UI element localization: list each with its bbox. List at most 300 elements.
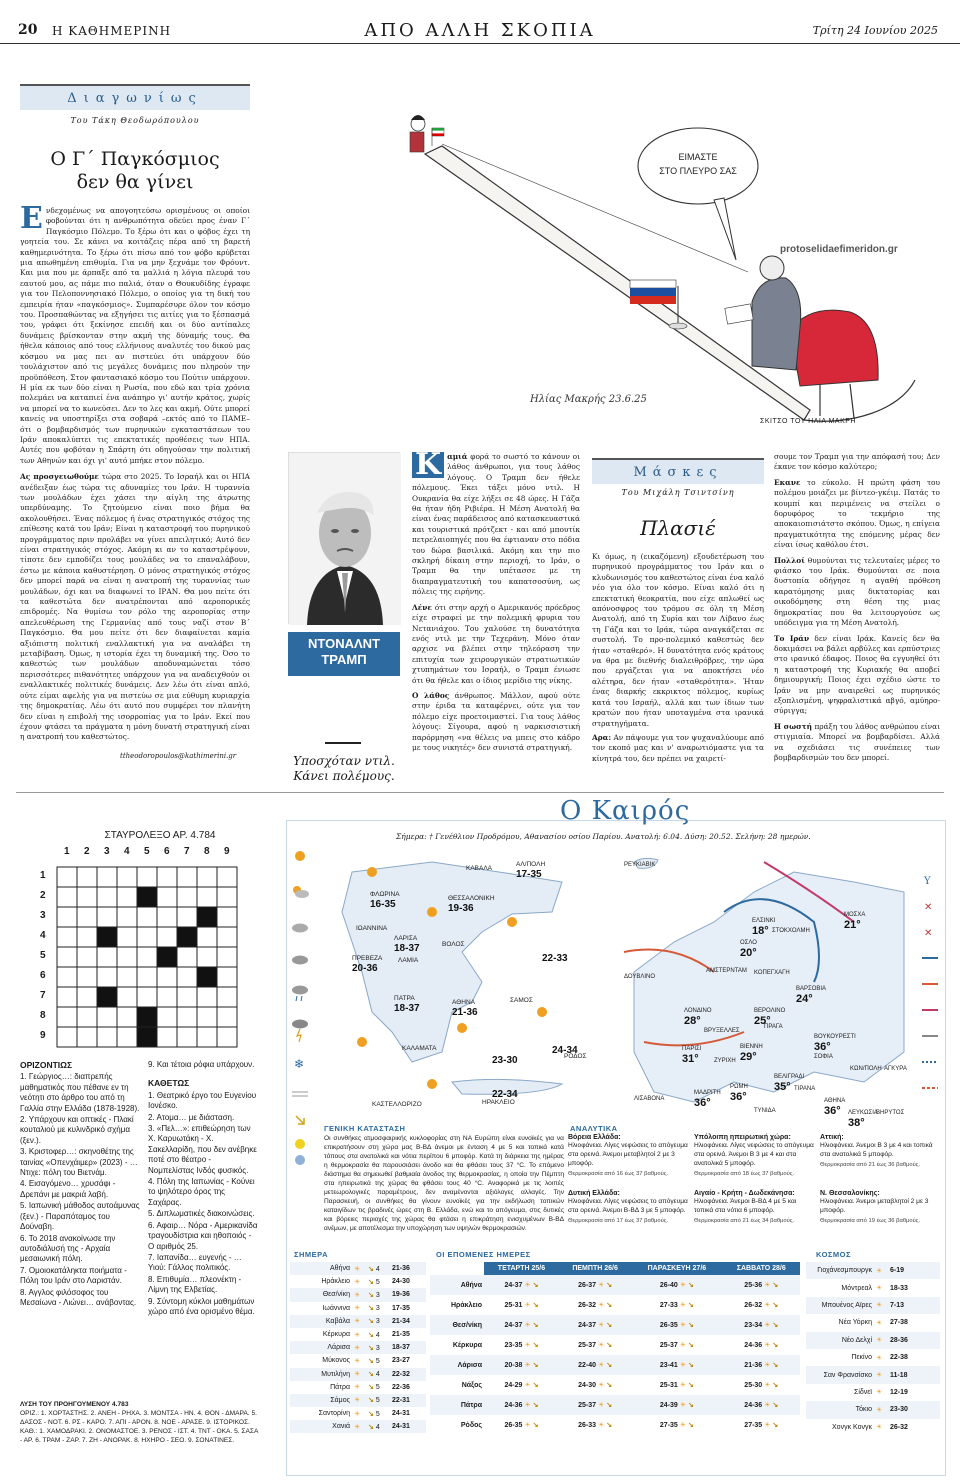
crossword-cell[interactable]: [137, 967, 157, 987]
sun-icon: ☀: [764, 1302, 771, 1310]
region-text: Ηλιοφάνεια. Άνεμοι Β 3 με 4 και τοπικά στα ανατολικά 5 μποφόρ.: [820, 1142, 933, 1158]
column-number: 2: [84, 846, 90, 857]
wind-cell: ↘ 3: [368, 1305, 380, 1313]
paragraph: πράξη του λάθος ανθρώπου είναι στιγμιαία. Μπορεί να βομβαρδίσει. Αλλά να σχεδιάσει τις συνέπειες των βομβαρδισμών του δεν μπορεί.: [774, 721, 940, 762]
crossword-cell[interactable]: [177, 987, 197, 1007]
forecast-cell: [631, 1315, 722, 1335]
paragraph: φορά το σωστό το κάνουν οι λάθος άνθρωποι, για τους λάθος λόγους. Ο Τραμπ δεν ήθελε πόλεμους. Έκει τάξει μόνο ντιλ. Η Ουκρανία θα είχε λήξει σε 48 ώρες. Η Γάζα θα ήταν ήδη Ριβιέρα. Η Μέση Ανατολή θα είναι ένας παράδεισος από κατασκευαστικά και τουριστικά πρότζεκτ - και από μπουτίκ πετρελαιοπηγές που θα έφτιαναν στο πόδια του δώρα βασιλικά. Ακόμη και την πιο σκληρή δίκαιη στην περιοχή, το Ιράν, ο Τραμπ θα την υπέτασσε με τη διαπραγματευτική του καπατσοσύνη, ως πόλεις της ειρήνης.: [412, 452, 580, 597]
name-line: ΝΤΟΝΑΛΝΤ: [308, 636, 380, 651]
wind-cell: ↘ 4: [368, 1423, 380, 1431]
crossword-cell[interactable]: [197, 887, 217, 907]
crossword-cell[interactable]: [77, 967, 97, 987]
region-block: [694, 1190, 814, 1226]
region-title: Βόρεια Ελλάδα:: [568, 1134, 621, 1141]
city-label: ΒΕΛΙΓΡΑΔΙ: [774, 1074, 805, 1080]
article-title: [20, 148, 250, 194]
region-block: [568, 1134, 688, 1179]
iranian-leader-figure: [410, 115, 444, 152]
sun-icon: ☀: [679, 1382, 687, 1390]
crossword-cell[interactable]: [137, 907, 157, 927]
temp-value: 24-29: [504, 1382, 523, 1390]
temp-value: 26-37: [578, 1282, 596, 1290]
rain-icon: [292, 986, 308, 1002]
sun-icon: ☀: [524, 1342, 531, 1350]
crossword-black-cell: [137, 887, 157, 907]
icon-cell: [874, 1314, 888, 1331]
paragraph-lead: Ο λάθος: [412, 690, 450, 700]
crossword-cell[interactable]: [77, 887, 97, 907]
sun-icon: [367, 867, 377, 877]
temperature-label: 31°: [682, 1053, 699, 1065]
crossword-cell[interactable]: [57, 1007, 77, 1027]
wind-arrow-icon: ↘: [532, 1282, 539, 1290]
temp-value: 26-32: [744, 1302, 763, 1310]
row-number: 9: [40, 1030, 46, 1041]
temperature-label: 38°: [848, 1117, 865, 1129]
crossword-cell[interactable]: [117, 987, 137, 1007]
crossword-cell[interactable]: [57, 947, 77, 967]
city-label: ΛΕΥΚΩΣΙΑ: [848, 1110, 878, 1116]
city-cell: Τόκιο: [855, 1406, 872, 1414]
forecast-cell: [631, 1395, 722, 1415]
sun-icon: ☀: [524, 1302, 531, 1310]
clue: 7. Ιαπανίδα… ευγενής - … Υιού: Γάλλος πολιτικός.: [148, 1252, 242, 1273]
city-cell: Αθήνα: [329, 1265, 350, 1273]
crossword-cell[interactable]: [77, 947, 97, 967]
crossword-cell[interactable]: [217, 1027, 237, 1047]
wind-arrow-icon: ↘: [368, 1423, 374, 1431]
bubble-text: ΕΙΜΑΣΤΕ: [678, 152, 718, 162]
crossword-cell[interactable]: [57, 867, 77, 887]
crossword-cell[interactable]: [157, 887, 177, 907]
crossword-cell[interactable]: [77, 1027, 97, 1047]
crossword-cell[interactable]: [57, 1027, 77, 1047]
forecast-cell: [484, 1355, 559, 1375]
section-title: ΑΠΟ ΑΛΛΗ ΣΚΟΠΙΑ: [364, 20, 596, 41]
city-label: ΒΟΥΚΟΥΡΕΣΤΙ: [814, 1034, 856, 1040]
putin-figure: [725, 256, 878, 418]
sun-icon: ☀: [524, 1382, 531, 1390]
wind-cell: ↘ 5: [368, 1410, 380, 1418]
temp-cell: 28-36: [890, 1336, 908, 1344]
region-title: Ν. Θεσσαλονίκης:: [820, 1190, 880, 1197]
city-cell: Θεσ/νίκη: [322, 1291, 350, 1299]
crossword-cell[interactable]: [137, 867, 157, 887]
wind-arrow-icon: ↘: [368, 1397, 374, 1405]
crossword-cell[interactable]: [137, 947, 157, 967]
wind-arrow-icon: ↘: [532, 1402, 539, 1410]
clues-heading: ΟΡΙΖΟΝΤΙΩΣ: [20, 1060, 73, 1070]
wind-arrow-icon: ↘: [772, 1282, 779, 1290]
table-row: [430, 1375, 800, 1395]
column-number: 4: [124, 846, 130, 857]
crossword-cell[interactable]: [117, 907, 137, 927]
paragraph: δεν είναι Ιράκ. Κανείς δεν θα δοκιμάσει να βάλει αρβύλες και ερπύστριες στο ιρανικό έδαφος. Ποιος θα εγγυηθεί ότι η καταστροφή της Κυριακής θα αποβεί δημιουργική; Ποιος έχει σχέδιο ώστε το Ιράν να μην αναιρεθεί ως πυρηνικός εξοπλισμένη, ψηφραλιστικά αβγό, αμύηρο-σύριγγα;: [774, 633, 940, 716]
temp-value: 23-41: [659, 1362, 678, 1370]
crossword-cell[interactable]: [197, 1027, 217, 1047]
crossword-cell[interactable]: [117, 887, 137, 907]
sun-icon: ☀: [597, 1302, 605, 1310]
city-label: ΚΩΝ/ΠΟΛΗ: [850, 1066, 882, 1072]
crossword-cell[interactable]: [217, 887, 237, 907]
wind-arrow-icon: ↘: [368, 1384, 374, 1392]
icon-cell: [874, 1262, 888, 1279]
crossword-cell[interactable]: [197, 987, 217, 1007]
sun-icon: ☀: [354, 1423, 361, 1431]
temp-value: 24-37: [578, 1322, 596, 1330]
speech-bubble: [638, 128, 758, 260]
table-row: [806, 1262, 940, 1279]
moon-icon: [295, 1139, 305, 1149]
sun-icon: ☀: [679, 1282, 687, 1290]
paragraph: τώρα στο 2025. Το Ισραήλ και οι ΗΠΑ ανέδειξαν έως τώρα τις αδυναμίες του Ιράν. Η τυραννία των μουλάδων έχει χάσει την αίγλη της άτρωτης υπερδύναμης. Το ζητούμενο είναι ποιο βήμα θα ακολουθήσει. Ένας πόλεμος ή ένας στρατηγικός στόχος της επίθεσης κατά του Ιράν; Είναι η καταστροφή του πυρηνικού προγράμματος πριν προλάβει να γίνει απειλητικό; Αυτό δεν είναι στρατηγικός στόχος. Ακόμη κι αν το καταστρέψουν, τίποτε δεν εμποδίζει τους μουλάδες να το επαναλάβουν, έστω με κάποια καθυστέρηση. Ο μόνος στρατηγικός στόχος δεν μπορεί παρά να είναι η ανατροπή της τυραννίας των μουλάδων, όχι και να διαφωνεί το ΙΡΑΝ. Θα μου πείτε ότι τα καθεστώτα δεν ανατρέπονται από αεροπορικές επιδρομές. Να θυμίσω τον ρόλο της αεροπορίας στην απελευθέρωση της Γερμανίας από τους ναζί στον Β΄ Παγκόσμιο. Θα μου πείτε ότι δεν διαφαίνεται καμία αξιόπιστη πολιτική εναλλακτική για να αναλάβει τη μεταβίβαση. Όμως, η ιστορία έχει τη δυναμική της. Όσο το καθεστώς των μουλάδων αποδυναμώνεται τόσο περισσότερες πιθανότητες υπάρχουν για να αναδειχθούν οι εναλλακτικές πολιτικές δυνάμεις. Δεν λέω ότι είναι απλό, ούτε είμαι αφελής για να πιστεύω σε μια εύθυμη κυριαρχία της δημοκρατίας. Λέω ότι αυτό που συμφέρει τον πλανήτη δεν είναι η επιβολή της ισορροπίας για το Ιράν. Εκεί που έχουν φτάσει τα πράγματα η μόνη δυνατή στρατηγική είναι η ανατροπή του καθεστώτος.: [20, 472, 250, 742]
column-kicker: Μάσκες: [592, 458, 764, 484]
crossword-cell[interactable]: [57, 967, 77, 987]
section-divider: [16, 792, 944, 793]
crossword-cell[interactable]: [217, 967, 237, 987]
city-label: ΒΡΥΞΕΛΛΕΣ: [704, 1028, 740, 1034]
wind-arrow-icon: ↘: [368, 1371, 374, 1379]
wind-arrow-icon: ↘: [606, 1282, 613, 1290]
forecast-cell: [559, 1415, 631, 1435]
forecast-cell: [723, 1315, 800, 1335]
temp-value: 25-37: [578, 1342, 596, 1350]
storm-icon: [292, 1020, 308, 1043]
wind-cell: ↘ 5: [368, 1278, 380, 1286]
crossword-cell[interactable]: [157, 927, 177, 947]
temperature-label: 24°: [796, 993, 813, 1005]
crossword-black-cell: [97, 987, 117, 1007]
temp-value: 24-36: [504, 1402, 523, 1410]
temp-cell: 6-19: [890, 1267, 905, 1275]
crossword-cell[interactable]: [117, 867, 137, 887]
temp-value: 23-35: [504, 1342, 523, 1350]
temp-value: 25-37: [659, 1342, 678, 1350]
column-number: 1: [64, 846, 70, 857]
table-row: [806, 1314, 940, 1331]
city-label: ΙΩΑΝΝΙΝΑ: [356, 925, 388, 932]
crossword-cell[interactable]: [197, 927, 217, 947]
column-number: 9: [224, 846, 230, 857]
temp-cell: 24-30: [392, 1278, 410, 1286]
temp-value: 26-32: [578, 1302, 596, 1310]
crossword-cell[interactable]: [177, 907, 197, 927]
table-row: [290, 1262, 426, 1275]
crossword-solution: [20, 1400, 260, 1445]
city-label: ΗΡΑΚΛΕΙΟ: [482, 1099, 515, 1106]
crossword-cell[interactable]: [77, 907, 97, 927]
wind-arrow-icon: [296, 1116, 304, 1124]
city-label: ΣΟΦΙΑ: [814, 1054, 833, 1060]
temp-value: 26-35: [504, 1422, 523, 1430]
crossword-cell[interactable]: [57, 927, 77, 947]
low-pressure-icon: Y: [924, 876, 931, 887]
city-label: ΤΥΝΙΔΑ: [754, 1108, 776, 1114]
maskes-body-col1: [592, 552, 764, 782]
title-line: Ο Γ΄ Παγκόσμιος: [50, 148, 220, 170]
crossword-cell[interactable]: [117, 967, 137, 987]
city-label: ΚΑΛΑΜΑΤΑ: [402, 1045, 437, 1052]
paragraph-lead: Πολλοί: [774, 555, 805, 565]
crossword-cell[interactable]: [97, 907, 117, 927]
forecast-cell: [484, 1315, 559, 1335]
icon-cell: [874, 1384, 888, 1401]
temperature-label: 17-35: [516, 869, 542, 880]
crossword-cell[interactable]: [97, 867, 117, 887]
wind-arrow-icon: ↘: [772, 1302, 779, 1310]
page-number: 20: [18, 22, 38, 38]
city-cell: Ιωάννινα: [322, 1304, 350, 1312]
temp-value: 24-36: [744, 1402, 763, 1410]
wind-arrow-icon: ↘: [368, 1318, 374, 1326]
drop-cap: Κ: [412, 452, 444, 478]
crossword-cell[interactable]: [177, 1007, 197, 1027]
crossword-cell[interactable]: [217, 1007, 237, 1027]
today-heading: ΣΗΜΕΡΑ: [294, 1250, 329, 1259]
crossword-cell[interactable]: [157, 1007, 177, 1027]
table-row: [430, 1275, 800, 1295]
sun-icon: ☀: [354, 1265, 361, 1273]
icon-cell: [874, 1332, 888, 1349]
crossword-cell[interactable]: [157, 987, 177, 1007]
table-row: [430, 1295, 800, 1315]
crossword-cell[interactable]: [217, 867, 237, 887]
clue: 9. Και τέτοια ρόφια υπάρχουν.: [148, 1060, 255, 1069]
clue: 6. Αφαιρ… Νόρα - Αμερικανίδα τραγουδίστρια και ηθοποιός - Ο αριθμός 25.: [148, 1220, 258, 1251]
crossword-cell[interactable]: [117, 1027, 137, 1047]
crossword-cell[interactable]: [217, 907, 237, 927]
paragraph-lead: αμιά: [447, 452, 468, 461]
temp-cell: 21-34: [392, 1317, 410, 1325]
crossword-cell[interactable]: [177, 947, 197, 967]
header-cell: [430, 1262, 484, 1275]
crossword-cell[interactable]: [77, 1007, 97, 1027]
crossword-cell[interactable]: [137, 927, 157, 947]
city-label: ΟΣΛΟ: [740, 940, 757, 946]
wind-cell: ↘ 4: [368, 1265, 380, 1273]
day-header: ΤΕΤΑΡΤΗ 25/6: [484, 1262, 559, 1275]
crossword-cell[interactable]: [157, 907, 177, 927]
wind-arrow-icon: ↘: [772, 1362, 779, 1370]
cartoon-credit: ΣΚΙΤΣΟ ΤΟΥ ΗΛΙΑ ΜΑΚΡΗ: [760, 418, 856, 425]
crossword-cell[interactable]: [197, 867, 217, 887]
icon-cell: [352, 1275, 366, 1288]
city-label: ΑΜΣΤΕΡΝΤΑΜ: [706, 968, 747, 974]
icon-cell: [352, 1368, 366, 1381]
wind-arrow-icon: ↘: [606, 1402, 613, 1410]
crossword-cell[interactable]: [177, 867, 197, 887]
crossword-cell[interactable]: [157, 967, 177, 987]
wind-arrow-icon: ↘: [688, 1342, 694, 1350]
sun-icon: ☀: [876, 1267, 883, 1275]
table-row: [290, 1394, 426, 1407]
crossword-black-cell: [177, 927, 197, 947]
sun-icon: ☀: [679, 1342, 687, 1350]
city-label: ΖΥΡΙΧΗ: [714, 1058, 736, 1064]
sun-icon: ☀: [764, 1422, 771, 1430]
crossword-cell[interactable]: [157, 867, 177, 887]
crossword-cell[interactable]: [217, 987, 237, 1007]
region-text: Ηλιοφάνεια. Λίγες νεφώσεις το απόγευμα στα ορεινά. Άνεμοι Β 3 με 4 και στα ανατολικά 5 μποφόρ.: [694, 1142, 814, 1167]
icon-cell: [352, 1315, 366, 1328]
wind-arrow-icon: ↘: [368, 1305, 374, 1313]
crossword-cell[interactable]: [177, 1027, 197, 1047]
temp-value: 24-37: [504, 1322, 523, 1330]
sun-icon: ☀: [354, 1344, 361, 1352]
temperature-label: 35°: [774, 1081, 791, 1093]
city-label: ΑΘΗΝΑ: [824, 1098, 846, 1104]
crossword-cell[interactable]: [77, 987, 97, 1007]
author-email[interactable]: ttheodoropoulos@kathimerini.gr: [120, 752, 237, 760]
temp-value: 24-30: [578, 1382, 596, 1390]
icon-cell: [874, 1401, 888, 1418]
region-temp: Θερμοκρασία από 17 έως 37 βαθμούς.: [568, 1218, 669, 1224]
crossword-cell[interactable]: [177, 967, 197, 987]
region-forecasts: [568, 1134, 942, 1244]
temp-value: 27-35: [659, 1422, 678, 1430]
crossword-cell[interactable]: [97, 1007, 117, 1027]
temp-value: 26-33: [578, 1422, 596, 1430]
across-clues: [20, 1060, 140, 1400]
city-label: ΚΑΣΤΕΛΛΟΡΙΖΟ: [372, 1101, 422, 1108]
crossword-cell[interactable]: [77, 867, 97, 887]
crossword-cell[interactable]: [97, 967, 117, 987]
clue-list: [148, 1091, 258, 1318]
crossword-cell[interactable]: [97, 1027, 117, 1047]
sun-icon: ☀: [354, 1278, 361, 1286]
sun-icon: ☀: [876, 1354, 883, 1362]
region-text: Ηλιοφάνεια. Λίγες νεφώσεις το απόγευμα στα ορεινά. Άνεμοι Β-ΒΔ 3 με 5 μποφόρ.: [568, 1198, 688, 1214]
city-label: ΚΑΒΑΛΑ: [466, 865, 493, 872]
world-heading: ΚΟΣΜΟΣ: [816, 1250, 851, 1259]
crossword-cell[interactable]: [117, 1007, 137, 1027]
trump-article-body: [412, 447, 580, 782]
crossword-grid[interactable]: [56, 866, 238, 1048]
watermark: protoselidaefimeridon.gr: [780, 244, 898, 255]
crossword-cell[interactable]: [217, 927, 237, 947]
sun-icon: ☀: [764, 1382, 771, 1390]
crossword-cell[interactable]: [197, 1007, 217, 1027]
table-row: [290, 1341, 426, 1354]
solution-down: ΚΑΘ.: 1. ΧΑΜΟΔΡΑΚΙ. 2. ΟΝΟΜΑΣΤΟΕ. 3. ΡΕΝΟΣ - ΙΣΤ. 4. ΤΝΤ - ΟΚΑ. 5. ΣΑΣΑ - ΑΡ. 6. ΤΡΑΜ - ΖΑΡ. 7. ΖΗ - ΑΝΟΡΑΚ. 8. ΗΧΗΡΟ - ΣΕΟ. 9. ΣΟΝΑΤΙΝΕΣ.: [20, 1428, 259, 1444]
crossword-black-cell: [137, 1027, 157, 1047]
name-line: ΤΡΑΜΠ: [321, 652, 367, 667]
forecast-cell: [723, 1275, 800, 1295]
front-legend: [918, 872, 942, 1112]
city-label: ΜΟΣΧΑ: [844, 912, 866, 918]
city-cell: Λάρισα: [457, 1361, 482, 1369]
wind-arrow-icon: ↘: [368, 1291, 374, 1299]
crossword-cell[interactable]: [97, 947, 117, 967]
table-row: [430, 1415, 800, 1435]
sun-icon: [357, 1037, 367, 1047]
crossword-cell[interactable]: [137, 987, 157, 1007]
crossword-cell[interactable]: [217, 947, 237, 967]
forecast-cell: [723, 1355, 800, 1375]
city-cell: Νέο Δελχί: [841, 1336, 872, 1344]
clue: 2. Ατομα… με διάσταση.: [148, 1112, 235, 1122]
temperature-label: 24-34: [552, 1045, 578, 1056]
column-number: 7: [184, 846, 190, 857]
crossword-cell[interactable]: [197, 947, 217, 967]
city-cell: Θεσ/νίκη: [452, 1321, 482, 1329]
region-temp: Θερμοκρασία από 16 έως 37 βαθμούς.: [568, 1171, 669, 1177]
sun-icon: ☀: [679, 1322, 687, 1330]
icon-cell: [352, 1262, 366, 1275]
solution-across: ΟΡΙΖ.: 1. ΧΟΡΤΑΣΤΗΣ. 2. ΑΝΕΗ - ΡΗΧΑ. 3. ΜΟΝΤΣΑ - ΗΝ. 4. ΘΟΝ - ΔΜΑΡΑ. 5. ΔΑΣΟΣ - ΝΟΤ. 6. ΡΣ - ΚΑΡΟ. 7. ΑΠΙ - ΑΡΟΝ. 8. ΝΟΕ - ΑΡΑΣΕ. 9. ΙΣΤΟΡΙΚΟΣ.: [20, 1410, 257, 1426]
table-row: [806, 1279, 940, 1296]
crossword-black-cell: [197, 907, 217, 927]
temp-cell: 18-33: [890, 1284, 908, 1292]
crossword-cell[interactable]: [117, 947, 137, 967]
sun-icon: ☀: [679, 1422, 687, 1430]
sun-cloud-icon: [293, 886, 309, 898]
forecast-cell: [723, 1335, 800, 1355]
forecast-table: [430, 1262, 800, 1435]
region-block: [820, 1134, 940, 1170]
icon-cell: [352, 1328, 366, 1341]
paragraph: ν​δεχομένως να απογοητεύσω ορισμένους οι οποίοι φοβούνται ότι η ανθρωπότητα οδεύει προς έναν Γ΄ Παγκόσμιο Πόλεμο. Το ξέρω ότι και ο φόβος έχει τη γοητεία του. Σε κάνει να κοιτάζεις πέρα από τη βαρετή καθημερινότητα. Το ξέρω ότι πίσω από τον φόβο κρύβεται μια απωθημένη επιθυμία. Για να μην ξεχνάμε τον Φρόυντ. Και μια που με άρπαξε από τα μαλλιά η λόγια πλευρά του εαυτού μου, ας πάμε πιο παλιά, όταν ο Θουκυδίδης έγραφε για τον Πελοποννησιακό Πόλεμο, ο οποίος για τη δική του εμπειρία ήταν «παγκόσμιος». Συμπαρέσυρε όλον τον κόσμο του. Προσπαθώντας να εξηγήσει τις αιτίες για το ξέσπασμά του, γράφει ότι ξεκίνησε επειδή και οι δύο αντίπαλες δυνάμεις βρίσκονταν στην ακμή της δύναμής τους. Θα ήθελα κάποιος από τους ελλήνιους αναλυτές του δικού μας κόσμου να μας πει αν πιστεύει ότι υπάρχουν δύο τουλάχιστον από τις μεγάλες δυνάμεις που πληρούν την προϋπόθεση. Στον φαντασιακό κόσμο του Πούτιν υπάρχουν. Η μία εκ των δύο είναι η Ρωσία, που εδώ και τρία χρόνια πολεμάει να καταπιεί ένα ανάπηρο γι' αυτήν κράτος, χωρίς να μπορεί να το κωνεύσει. Δεν το λες και ακμή. Ούτε μπορεί κανείς να υποστηρίξει στα σοβαρά –εκτός από το ΠΑΜΕ– ότι ο βομβαρδισμός των πυρηνικών εγκαταστάσεων του Ιράν αποκαλύπτει τις επεκτατικές προθέσεις των ΗΠΑ. Αυτές που φοβόταν η Σπάρτη ότι οδηγούσαν την πολιτική των Αθηνών και όχι γι' αυτό μπήκε στον πόλεμο.: [20, 206, 250, 465]
crossword-cell[interactable]: [157, 1027, 177, 1047]
crossword-cell[interactable]: [117, 927, 137, 947]
clue: 5. Διπλωματικές διακοινώσεις.: [148, 1209, 255, 1219]
icon-cell: [352, 1288, 366, 1301]
crossword-black-cell: [137, 1007, 157, 1027]
temp-cell: 23-30: [890, 1406, 908, 1414]
temp-cell: 22-32: [392, 1370, 410, 1378]
sun-icon: ☀: [354, 1305, 361, 1313]
table-row: [290, 1328, 426, 1341]
temp-cell: 12-19: [890, 1388, 908, 1396]
general-text: Οι συνθήκες ατμοσφαιρικής κυκλοφορίας στη ΝΑ Ευρώπη είναι ευνοϊκές για να επικρατήσουν στη χώρα μας Β-ΒΔ άνεμοι με ένταση 4 με 5 και τοπικά κατά τόπους στα ανατολικά και νότια περίπου 6 μποφόρ. Κατά τη διάρκεια της ημέρας η θερμοκρασία θα παρουσιάσει άνοδο και θα φθάσει τους 37 °C. Το επόμενο διάστημα θα σημειωθεί βαθμιαία άνοδος της θερμοκρασίας, η οποία την Πέμπτη στα ηπειρωτικά της χώρας θα φθάσει τους 40 °C. Αναφορικά με τις λοιπές μετεωρολογικές παραμέτρους, δεν αναμένονται αξιόλογες αλλαγές. Την Παρασκευή, οι συνθήκες θα γίνουν ευνοϊκές για την εκδήλωση τοπικών καταιγίδων τις βραδινές ώρες στη Β. Ελλάδα, ενώ και το απόγευμα, στις δυτικές και βόρειες περιοχές της χώρας θα φτάσει η επικράτηση ενισχυμένων Β-ΒΔ ανέμων, με αποτέλεσμα την υποχώρηση των υψηλών θερμοκρασιών.: [324, 1135, 564, 1232]
sun-icon: ☀: [354, 1357, 361, 1365]
region-temp: Θερμοκρασία από 21 έως 36 βαθμούς.: [820, 1162, 921, 1168]
sun-icon: ☀: [597, 1342, 605, 1350]
region-text: Ηλιοφάνεια. Λίγες νεφώσεις το απόγευμα στα ορεινά. Άνεμοι μεταβλητοί 2 με 3 μποφόρ.: [568, 1142, 688, 1167]
clue: 5. Ιαπωνική μάθοδος αυτοάμυνας (ξεν.) - Παραπόταμος του Δούναβη.: [20, 1201, 140, 1232]
icon-cell: [352, 1394, 366, 1407]
crossword-black-cell: [197, 967, 217, 987]
day-header: ΠΕΜΠΤΗ 26/6: [559, 1262, 631, 1275]
crossword-cell[interactable]: [97, 887, 117, 907]
column-kicker: Διαγωνίως: [20, 84, 250, 110]
crossword-cell[interactable]: [57, 907, 77, 927]
clue: 9. Σύντομη κύκλοι μαθημάτων χώρο από ένα ορισμένο θέμα.: [148, 1296, 255, 1316]
crossword-cell[interactable]: [57, 887, 77, 907]
crossword-cell[interactable]: [57, 987, 77, 1007]
temp-value: 20-38: [504, 1362, 523, 1370]
wind-arrow-icon: ↘: [606, 1322, 613, 1330]
sun-icon: ☀: [876, 1302, 883, 1310]
row-number: 6: [40, 970, 46, 981]
forecast-cell: [484, 1335, 559, 1355]
wind-arrow-icon: ↘: [772, 1382, 779, 1390]
cloud-icon: [292, 956, 308, 965]
city-label: ΤΙΡΑΝΑ: [794, 1086, 816, 1092]
sun-icon: ☀: [764, 1362, 771, 1370]
wind-arrow-icon: ↘: [772, 1322, 779, 1330]
city-cell: Πάτρα: [330, 1383, 350, 1391]
city-label: ΡΕΥΚΙΑΒΙΚ: [624, 862, 656, 868]
crossword-cell[interactable]: [177, 887, 197, 907]
sun-icon: ☀: [679, 1362, 687, 1370]
crossword-cell[interactable]: [77, 927, 97, 947]
temp-cell: 22-36: [392, 1383, 410, 1391]
paragraph: Κι όμως, η (εικαζόμενη) εξουδετέρωση του πυρηνικού προγράμματος του Ιράν και ο κλυδωνισμός του καθεστώτος είναι ένα καλό νέο για όλο τον κόσμο. Είναι καλό ότι η επεκτατική θεοκρατία, που είχε απλωθεί ως απόνοσφρος του τρόμου σε όλη τη Μέση Ανατολή, από τη Συρία και τον Λίβανο έως τη Γάζα και το Ιράκ, τώρα αναγκάζεται σε συστολή. Το προ-πολεμικό καθεστώς δεν ήταν «σταθερό». Η δυνατότητα ενός κράτους να θρα με διεθνής διαλειθρόβρες, την ώρα που εργάζεται για να αποκτήσει νέο αλέτηρα, δεν ήταν «σταθερότητα». Ήταν ένας διαρκής εκκρικτος πόλεμος, κυρίως κατά του Ισραήλ, αλλά και των ίδιων των κρατών που ήταν υποταγμένα στα ιρανικά στρατηγήματα.: [592, 552, 764, 728]
region-title: Υπόλοιπη ηπειρωτική χώρα:: [694, 1134, 791, 1141]
clue: 7. Ομοιοκατάληκτα ποιήματα - Πόλη του Ιράν στο Λαριστάν.: [20, 1265, 127, 1286]
wind-arrow-icon: ↘: [606, 1362, 613, 1370]
